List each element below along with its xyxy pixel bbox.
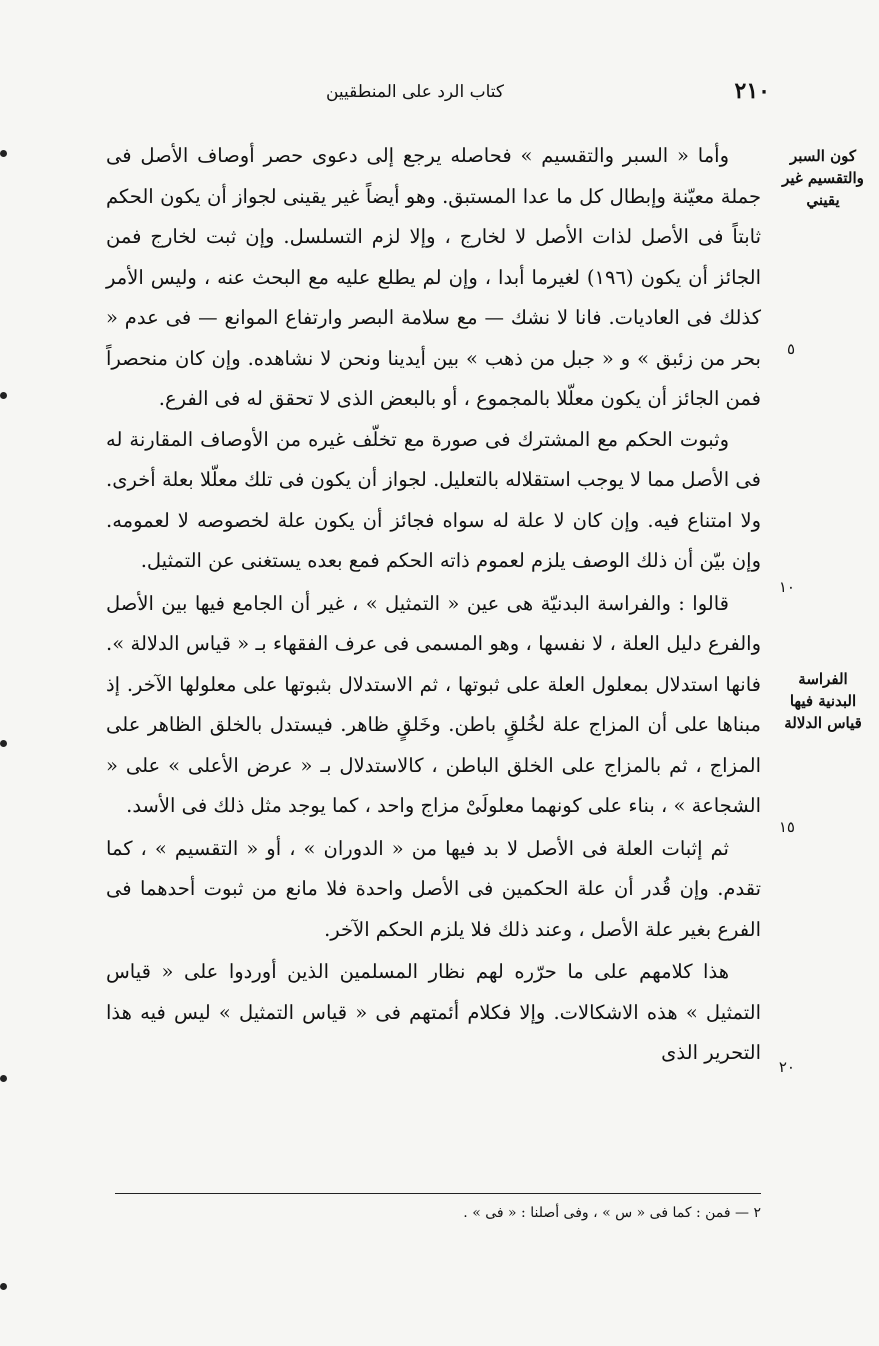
paragraph: هذا كلامهم على ما حرّره لهم نظار المسلمين الذين أوردوا على « قياس التمثيل » هذه الاشكالات. وإلا فكلام أئمتهم فى « قياس التمثيل » ليس فيه هذا التحرير الذى — [106, 960, 761, 1064]
page-header — [60, 78, 770, 108]
line-number: ١٠ — [778, 578, 795, 596]
page-number: ٢١٠ — [734, 78, 770, 104]
binding-hole-mark — [0, 1283, 7, 1290]
line-number: ١٥ — [778, 818, 795, 836]
paragraph: وأما « السبر والتقسيم » فحاصله يرجع إلى دعوى حصر أوصاف الأصل فى جملة معيّنة وإبطال كل ما عدا المستبق. وهو أيضاً غير يقينى لجواز أن يكون الحكم ثابتاً فى الأصل لذات الأصل لا لخارج ، وإلا لزم التسلسل. وإن ثبت لخارج فمن الجائز أن يكون (١٩٦) لغيرما أبدا ، وإن لم يطلع عليه مع البحث عنه ، وليس الأمر كذلك فى العاديات. فانا لا نشك — مع سلامة البصر وارتفاع الموانع — فى عدم « بحر من زئبق » و « جبل من ذهب » بين أيدينا ونحن لا نشاهده. وإن كان منحصراً فمن الجائز أن يكون معلّلا بالمجموع ، أو بالبعض الذى لا تحقق له فى الفرع. — [106, 144, 761, 410]
binding-hole-mark — [0, 1075, 7, 1082]
footnote-divider — [115, 1193, 761, 1194]
line-number: ٢٠ — [778, 1058, 795, 1076]
paragraph: قالوا : والفراسة البدنيّة هى عين « التمثيل » ، غير أن الجامع فيها بين الأصل والفرع دليل العلة ، لا نفسها ، وهو المسمى فى عرف الفقهاء بـ « قياس الدلالة ». فانها استدلال بمعلول العلة على ثبوتها ، ثم الاستدلال بثبوتها على معلولها الآخر. إذ مبناها على أن المزاج علة لخُلقٍ باطن. وخَلقٍ ظاهر. فيستدل بالخلق الظاهر على المزاج ، ثم بالمزاج على الخلق الباطن ، كالاستدلال بـ « عرض الأعلى » على « الشجاعة » ، بناء على كونهما معلولَىْ مزاج واحد ، كما يوجد مثل ذلك فى الأسد. — [106, 591, 761, 817]
margin-note-firasa: الفراسة البدنية فيها قياس الدلالة — [784, 670, 862, 732]
binding-hole-mark — [0, 150, 7, 157]
footnote: ٢ — فمن : كما فى « س » ، وفى أصلنا : « فى » . — [463, 1205, 761, 1221]
running-title: كتاب الرد على المنطقيين — [325, 82, 505, 102]
body-text — [106, 136, 761, 1074]
binding-hole-mark — [0, 740, 7, 747]
line-number: ٥ — [786, 340, 795, 358]
binding-hole-mark — [0, 392, 7, 399]
paragraph: وثبوت الحكم مع المشترك فى صورة مع تخلّف غيره من الأوصاف المقارنة له فى الأصل مما لا يوجب استقلاله بالتعليل. لجواز أن يكون فى تلك معلّلا بعلة أخرى. ولا امتناع فيه. وإن كان لا علة له سواه فجائز أن يكون علة لخصوصه لا لعمومه. وإن بيّن أن ذلك الوصف يلزم لعموم ذاته الحكم فمع بعده يستغنى عن التمثيل. — [106, 427, 761, 572]
paragraph: ثم إثبات العلة فى الأصل لا بد فيها من « الدوران » ، أو « التقسيم » ، كما تقدم. وإن قُدر أن علة الحكمين فى الأصل واحدة فلا مانع من ثبوت أحدهما فى الفرع بغير علة الأصل ، وعند ذلك فلا يلزم الحكم الآخر. — [106, 836, 761, 941]
margin-note-sabr: كون السبر والتقسيم غير يقيني — [782, 147, 864, 209]
